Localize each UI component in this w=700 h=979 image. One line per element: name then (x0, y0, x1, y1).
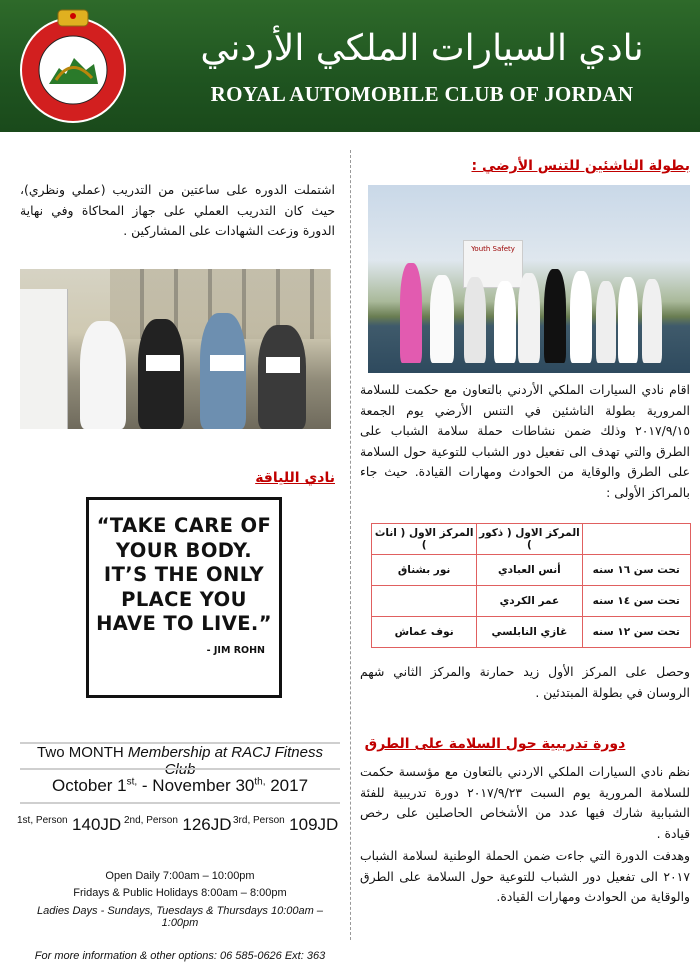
price-item: $^{3rd, Person}$ 109JD (233, 815, 339, 834)
sponsor-banner (20, 289, 68, 429)
training-paragraph-2: وهدفت الدورة التي جاءت ضمن الحملة الوطنية لسلامة الشباب ٢٠١٧ الى تفعيل دور الشباب للتوعية حول السلامة على الطرق والوقاية من الحوادث ومهارات القيادة. (360, 848, 690, 904)
header-banner (0, 0, 700, 132)
table-cell: عمر الكردي (477, 586, 582, 617)
price-item: $^{1st, Person}$ 140JD (17, 815, 122, 834)
quote-author: - JIM ROHN (206, 644, 265, 656)
quote-text: “TAKE CARE OF YOUR BODY. IT’S THE ONLY PLACE YOU HAVE TO LIVE.” (96, 514, 272, 635)
table-cell: المركز الاول ( ذكور ) (477, 524, 582, 555)
footer-contact: For more information & other options: 06 585-0626 Ext: 363 (34, 950, 326, 962)
results-table (371, 523, 691, 648)
tennis-heading: بطولة الناشئين للتنس الأرضي : (471, 158, 690, 174)
table-cell: تحت سن ١٤ سنه (582, 586, 690, 617)
table-cell: نور بشناق (372, 555, 477, 586)
separator (20, 768, 340, 770)
table-cell: المركز الاول ( اناث ) (372, 524, 477, 555)
table-cell: غازي النابلسي (477, 617, 582, 648)
title-arabic: نادي السيارات الملكي الأردني (200, 28, 644, 69)
tennis-after-table: وحصل على المركز الأول زيد حمارنة والمركز الثاني شهم الروسان في بطولة المبتدئين . (360, 664, 690, 700)
fitness-heading: نادي اللياقة (255, 470, 335, 486)
table-cell: تحت سن ١٢ سنه (582, 617, 690, 648)
hours-daily: Open Daily 7:00am – 10:00pm (105, 870, 255, 882)
separator (20, 802, 340, 804)
tennis-photo (368, 185, 690, 373)
training-paragraph-1: نظم نادي السيارات الملكي الاردني بالتعاون مع مؤسسة حكمت للسلامة المرورية يوم السبت ٢٠١٧/٩/٢٣ دورة تدريبية للفئة الشبابية شارك فيها عدد من الأشخاص الحاصلين على رخص قيادة . (360, 764, 691, 841)
table-row (372, 524, 691, 555)
title-english: ROYAL AUTOMOBILE CLUB OF JORDAN (210, 82, 634, 106)
table-cell (582, 524, 690, 555)
price-item: $^{2nd, Person}$ 126JD (124, 815, 232, 834)
table-row (372, 617, 691, 648)
training-heading: دورة تدريبية حول السلامة على الطرق (364, 736, 626, 752)
course-note: اشتملت الدوره على ساعتين من التدريب (عملي ونظري)، حيث كان التدريب العملي على جهاز المحاكاة وفي نهاية الدورة وزعت الشهادات على المشاركين . (20, 182, 335, 238)
table-cell: تحت سن ١٦ سنه (582, 555, 690, 586)
certificate-photo (20, 269, 331, 429)
hours-fridays: Fridays & Public Holidays 8:00am – 8:00pm (73, 887, 287, 899)
table-cell: نوف عماش (372, 617, 477, 648)
quote-poster (86, 497, 282, 698)
table-cell: أنس العبادي (477, 555, 582, 586)
tennis-paragraph: اقام نادي السيارات الملكي الأردني بالتعاون مع حكمت للسلامة المرورية بطولة الناشئين في التنس الأرضي يوم الجمعة ٢٠١٧/٩/١٥ وذلك ضمن نشاطات حملة سلامة الشباب على الطرق والتي تهدف الى تفعيل دور الشباب للتوعية حول السلامة على الطرق والوقاية من الحوادث ومهارات القيادة. حيث جاء بالمراكز الأولى : (360, 382, 690, 500)
membership-dates: October $1^{st,}$ - November $30^{th,}$ 2017 (51, 776, 309, 795)
table-cell (372, 586, 477, 617)
price-list (17, 815, 347, 845)
tennis-banner: Youth Safety (463, 240, 523, 288)
club-logo (14, 8, 132, 126)
table-row (372, 555, 691, 586)
column-divider (350, 150, 351, 940)
table-row (372, 586, 691, 617)
membership-line: Two MONTH Membership at RACJ Fitness (37, 744, 323, 761)
hours-ladies: Ladies Days - Sundays, Tuesdays & Thursdays 10:00am – 1:00pm (37, 905, 323, 929)
